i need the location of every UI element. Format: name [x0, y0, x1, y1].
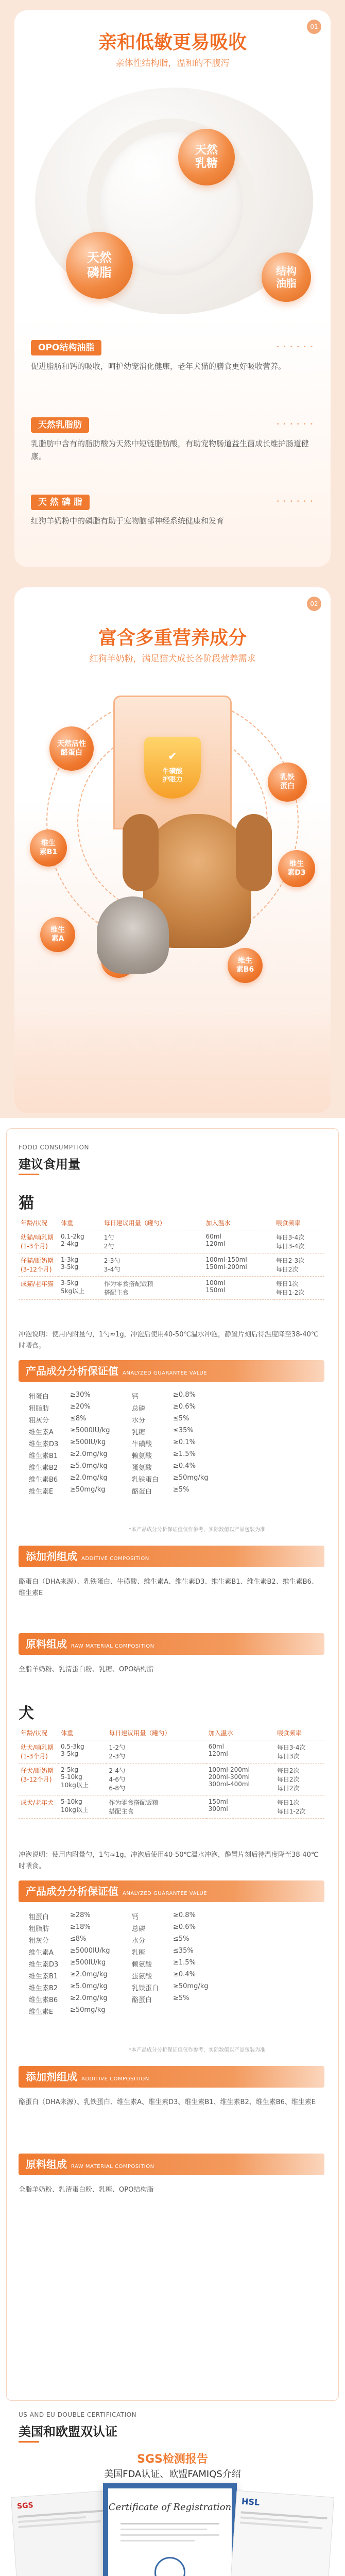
nutrient-value: ≥18% [70, 1923, 91, 1931]
nutrient-value: ≥0.8% [173, 1391, 196, 1399]
table-header-row [19, 1726, 324, 1740]
nutrient-value: ≥5000IU/kg [70, 1427, 110, 1434]
cat-raw-text: 全脂羊奶粉、乳清蛋白粉、乳糖、OPO结构脂 [19, 1666, 154, 1673]
nutrient-name: 维生素B2 [29, 1985, 58, 1992]
table-cell: 2-4勺 4-6勺 6-8勺 [107, 1764, 206, 1795]
nutrient-name: 赖氨酸 [132, 1961, 152, 1969]
cat-raw-bar [19, 1633, 324, 1655]
table-header-row [19, 1216, 324, 1230]
table-row [19, 1764, 324, 1795]
nutrient-value: ≥2.0mg/kg [70, 1994, 108, 2002]
nutrient-value: ≥5.0mg/kg [70, 1462, 108, 1470]
bubble-casein: 天然活性 酪蛋白 [49, 726, 94, 771]
cat-instruction: 冲泡说明：使用内附量勺，1勺≈1g，冲泡后使用40-50℃温水冲泡，静置片刻后待温度降至38-40℃时喂食。 [19, 1331, 319, 1350]
nutrient-name: 粗脂肪 [29, 1925, 49, 1933]
table-cell: 作为零食搭配饭粮 搭配主食 [102, 1277, 204, 1300]
consumption-en-title: FOOD CONSUMPTION [19, 1144, 89, 1151]
table-row [19, 1230, 324, 1253]
nutrient-value: ≥1.5% [173, 1450, 196, 1458]
nutrient-value: ≥5% [173, 1486, 189, 1494]
decorative-dots: • • • • • • [276, 421, 314, 427]
bar-title: 添加剂组成 [26, 1550, 77, 1563]
nutrient-name: 水分 [132, 1417, 146, 1425]
table-header: 每日建议用量（罐勺） [102, 1216, 204, 1230]
sgs-report-subtitle: 美国FDA认证、欧盟FAMIQS介绍 [104, 2469, 241, 2480]
hsl-logo: HSL [241, 2496, 260, 2507]
table-cell: 每日2-3次 每日2次 [274, 1253, 324, 1277]
feature-tag: 天然乳脂肪 [31, 417, 89, 433]
table-header: 加入温水 [206, 1726, 275, 1740]
nutrient-name: 维生素B2 [29, 1464, 58, 1472]
nutrient-value: ≥50mg/kg [70, 1486, 106, 1494]
nutrient-name: 牛磺酸 [132, 1440, 152, 1448]
absorption-subtitle: 亲体性结构脂，温和的不腹泻 [115, 58, 230, 69]
nutrient-value: ≤35% [173, 1427, 194, 1434]
table-header: 加入温水 [203, 1216, 273, 1230]
nutrient-name: 酪蛋白 [132, 1488, 152, 1496]
nutrient-name: 维生素B6 [29, 1476, 58, 1484]
badge-natural-lactose: 天然 乳糖 [178, 129, 235, 185]
table-cell: 每日1次 每日1-2次 [274, 1277, 324, 1300]
section-number-badge: 02 [307, 597, 321, 611]
table-cell: 每日1次 每日1-2次 [275, 1795, 324, 1819]
nutrient-name: 粗蛋白 [29, 1393, 49, 1401]
certificate-of-registration-image [103, 2483, 237, 2576]
nutrient-value: ≥500IU/kg [70, 1438, 106, 1446]
bubble-lactoferrin: 乳铁 蛋白 [268, 762, 307, 802]
feature-desc: 促进脂肪和钙的吸收，呵护幼宠消化健康，老年犬猫的膳食更好吸收营养。 [31, 362, 286, 371]
nutrient-value: ≤8% [70, 1935, 87, 1943]
table-cell: 每日3-4次 每日3次 [275, 1740, 324, 1764]
dog-instruction: 冲泡说明：使用内附量勺，1勺≈1g，冲泡后使用40-50℃温水冲泡，静置片刻后待温度降至38-40℃时喂食。 [19, 1851, 319, 1871]
section-easy-absorption [0, 0, 345, 577]
table-cell: 成猫/老年猫 [19, 1277, 59, 1300]
table-header: 喂食频率 [274, 1216, 324, 1230]
sgs-logo: SGS [16, 2501, 34, 2511]
shield-label: 牛磺酸 护眼力 [162, 768, 183, 784]
nutrient-value: ≤35% [173, 1947, 194, 1955]
nutrient-name: 乳糖 [132, 1429, 146, 1436]
table-cell: 幼犬/哺乳期 (1-3个月) [19, 1740, 59, 1764]
nutrient-value: ≥0.4% [173, 1971, 196, 1978]
bubble-vitamin-d3: 维生 素D3 [278, 850, 315, 887]
certification-en-title: US AND EU DOUBLE CERTIFICATION [19, 2411, 137, 2418]
nutrient-value: ≥28% [70, 1911, 91, 1919]
feature-phospholipid [31, 495, 314, 528]
nutrient-value: ≥5% [173, 1994, 189, 2002]
cat-nutrition-note: *本产品成分分析保证值仅作参考，实际数值以产品包装为准 [129, 1527, 265, 1533]
nutrient-value: ≥2.0mg/kg [70, 1450, 108, 1458]
nutrient-name: 粗灰分 [29, 1937, 49, 1945]
bar-title: 产品成分分析保证值 [26, 1885, 118, 1897]
bar-en-title: ADDITIVE COMPOSITION [81, 2076, 149, 2082]
absorption-title: 亲和低敏更易吸收 [98, 32, 247, 53]
nutrient-name: 粗蛋白 [29, 1913, 49, 1921]
kitten-image [97, 896, 169, 974]
nutrient-name: 维生素A [29, 1949, 54, 1957]
bar-en-title: RAW MATERIAL COMPOSITION [71, 2164, 154, 2170]
table-row [19, 1795, 324, 1819]
nutrient-name: 粗灰分 [29, 1417, 49, 1425]
nutrient-name: 总磷 [132, 1405, 146, 1413]
nutrient-name: 乳铁蛋白 [132, 1476, 159, 1484]
nutrient-name: 乳铁蛋白 [132, 1985, 159, 1992]
table-cell: 1-3kg 3-5kg [59, 1253, 102, 1277]
nutrient-value: ≥30% [70, 1391, 91, 1399]
nutrition-title: 富含多重营养成分 [98, 628, 247, 649]
nutrient-name: 维生素E [29, 1488, 54, 1496]
nutrient-name: 总磷 [132, 1925, 146, 1933]
bubble-vitamin-a: 维生 素A [40, 917, 75, 952]
decorative-dots: • • • • • • [276, 499, 314, 504]
table-cell: 成犬/老年犬 [19, 1795, 59, 1819]
title-underline [19, 1174, 39, 1175]
table-header: 每日建议用量（罐勺） [107, 1726, 206, 1740]
checkmark-icon: ✔ [167, 750, 178, 763]
nutrient-name: 蛋氨酸 [132, 1464, 152, 1472]
certification-title: 美国和欧盟双认证 [19, 2425, 117, 2439]
nutrient-name: 钙 [132, 1913, 139, 1921]
feature-tag: 天 然 磷 脂 [31, 495, 90, 510]
table-cell: 3-5kg 5kg以上 [59, 1277, 102, 1300]
table-cell: 60ml 120ml [203, 1230, 273, 1253]
feature-tag: OPO结构油脂 [31, 340, 101, 355]
cat-nutrition-grid [29, 1391, 245, 1496]
cat-title: 猫 [19, 1194, 34, 1212]
cat-additive-bar [19, 1546, 324, 1567]
nutrient-name: 维生素D3 [29, 1440, 59, 1448]
nutrient-value: ≥0.8% [173, 1911, 196, 1919]
cat-feeding-table [19, 1216, 324, 1300]
nutrient-name: 乳糖 [132, 1949, 146, 1957]
absorption-card [14, 10, 331, 567]
nutrient-value: ≥0.1% [173, 1438, 196, 1446]
table-cell: 每日2次 每日2次 每日2次 [275, 1764, 324, 1795]
nutrient-name: 维生素B6 [29, 1996, 58, 2004]
title-underline [19, 2441, 39, 2443]
table-cell: 2-5kg 5-10kg 10kg以上 [59, 1764, 107, 1795]
table-cell: 1勺 2勺 [102, 1230, 204, 1253]
nutrition-card [14, 587, 331, 1113]
bar-title: 产品成分分析保证值 [26, 1365, 118, 1377]
section-nutrition [0, 577, 345, 1118]
nutrient-value: ≥5.0mg/kg [70, 1982, 108, 1990]
dog-additive-bar [19, 2066, 324, 2088]
table-cell: 100ml-150ml 150ml-200ml [203, 1253, 273, 1277]
nutrient-value: ≥500IU/kg [70, 1959, 106, 1967]
nutrient-name: 水分 [132, 1937, 146, 1945]
bar-title: 原料组成 [26, 2158, 67, 2171]
nutrient-value [173, 2006, 245, 2016]
table-cell: 1-2勺 2-3勺 [107, 1740, 206, 1764]
decorative-dots: • • • • • • [276, 344, 314, 350]
cat-additive-text: 酪蛋白（DHA来源）、乳铁蛋白、牛磺酸、维生素A、维生素D3、维生素B1、维生素B2、维生素B6、维生素E [19, 1578, 318, 1598]
table-cell: 150ml 300ml [206, 1795, 275, 1819]
table-header: 喂食频率 [275, 1726, 324, 1740]
table-cell: 60ml 120ml [206, 1740, 275, 1764]
nutrient-value: ≤5% [173, 1935, 189, 1943]
nutrient-name: 蛋氨酸 [132, 1973, 152, 1980]
table-header: 体重 [59, 1216, 102, 1230]
nutrient-value: ≤8% [70, 1415, 87, 1422]
nutrient-name: 钙 [132, 1393, 139, 1401]
puppy-ear-image [123, 814, 159, 891]
dog-raw-bar [19, 2154, 324, 2175]
dog-nutrition-bar [19, 1880, 324, 1902]
dog-nutrition-note: *本产品成分分析保证值仅作参考，实际数值以产品包装为准 [129, 2047, 265, 2053]
nutrient-value: ≥50mg/kg [173, 1982, 209, 1990]
nutrient-value: ≥0.6% [173, 1403, 196, 1411]
table-row [19, 1253, 324, 1277]
fade-decoration [14, 1010, 331, 1113]
dog-additive-text: 酪蛋白（DHA来源）、乳铁蛋白、维生素A、维生素D3、维生素B1、维生素B2、维生素B6、维生素E [19, 2098, 316, 2106]
cat-nutrition-bar [19, 1360, 324, 1382]
table-row [19, 1277, 324, 1300]
feature-desc: 乳脂肪中含有的脂肪酸为天然中短链脂肪酸，有助宠物肠道益生菌成长维护肠道健康。 [31, 439, 309, 461]
table-row [19, 1740, 324, 1764]
dog-feeding-table [19, 1726, 324, 1819]
sgs-certificate-image [11, 2490, 118, 2576]
bar-title: 原料组成 [26, 1638, 67, 1650]
table-cell: 100ml-200ml 200ml-300ml 300ml-400ml [206, 1764, 275, 1795]
badge-natural-phospholipid: 天然 磷脂 [66, 232, 133, 299]
nutrient-name: 维生素B1 [29, 1452, 58, 1460]
nutrient-name [132, 2006, 173, 2016]
nutrient-value: ≥0.4% [173, 1462, 196, 1470]
feature-opo [31, 340, 314, 373]
table-header: 体重 [59, 1726, 107, 1740]
dog-raw-text: 全脂羊奶粉、乳清蛋白粉、乳糖、OPO结构脂 [19, 2186, 154, 2194]
nutrient-value: ≥50mg/kg [173, 1474, 209, 1482]
nutrient-name: 维生素B1 [29, 1973, 58, 1980]
nutrient-name: 维生素E [29, 2008, 54, 2016]
certificate-seal-icon [154, 2557, 185, 2576]
sgs-report-title: SGS检测报告 [137, 2453, 208, 2466]
table-cell: 2-3勺 3-4勺 [102, 1253, 204, 1277]
table-header: 年龄/状况 [19, 1216, 59, 1230]
bubble-vitamin-b1: 维生 素B1 [30, 829, 67, 867]
nutrient-name: 维生素D3 [29, 1961, 59, 1969]
nutrient-value: ≥50mg/kg [70, 2006, 106, 2014]
table-cell: 100ml 150ml [203, 1277, 273, 1300]
bar-en-title: ANALYZED GUARANTEE VALUE [123, 1370, 208, 1376]
table-cell: 5-10kg 10kg以上 [59, 1795, 107, 1819]
puppy-ear-image [236, 814, 272, 891]
table-cell: 每日3-4次 每日3-4次 [274, 1230, 324, 1253]
section-certification [0, 2406, 345, 2576]
table-cell: 作为零食搭配饭粮 搭配主食 [107, 1795, 206, 1819]
bar-title: 添加剂组成 [26, 2071, 77, 2083]
nutrient-name: 维生素A [29, 1429, 54, 1436]
bar-en-title: RAW MATERIAL COMPOSITION [71, 1643, 154, 1649]
table-header: 年龄/状况 [19, 1726, 59, 1740]
table-cell: 幼猫/哺乳期 (1-3个月) [19, 1230, 59, 1253]
nutrient-value: ≥2.0mg/kg [70, 1474, 108, 1482]
table-cell: 0.1-2kg 2-4kg [59, 1230, 102, 1253]
bar-en-title: ADDITIVE COMPOSITION [81, 1556, 149, 1562]
nutrient-name: 赖氨酸 [132, 1452, 152, 1460]
nutrient-value: ≥5000IU/kg [70, 1947, 110, 1955]
certificate-title: Certificate of Registration [108, 2502, 232, 2513]
nutrition-subtitle: 红狗羊奶粉，满足猫犬成长各阶段营养需求 [89, 654, 256, 664]
table-cell: 仔猫/断奶期 (3-12个月) [19, 1253, 59, 1277]
nutrient-value: ≥1.5% [173, 1959, 196, 1967]
nutrient-name: 酪蛋白 [132, 1996, 152, 2004]
hsl-certificate-image [227, 2490, 334, 2576]
dog-title: 犬 [19, 1704, 34, 1722]
feature-desc: 红狗羊奶粉中的磷脂有助于宠物脑部神经系统健康和发育 [31, 516, 225, 526]
nutrient-name: 粗脂肪 [29, 1405, 49, 1413]
table-cell: 0.5-3kg 3-5kg [59, 1740, 107, 1764]
table-cell: 仔犬/断奶期 (3-12个月) [19, 1764, 59, 1795]
nutrient-value: ≥20% [70, 1403, 91, 1411]
badge-structured-oil: 结构 油脂 [262, 252, 311, 302]
dog-nutrition-grid [29, 1911, 245, 2016]
nutrient-value: ≥2.0mg/kg [70, 1971, 108, 1978]
section-food-consumption [0, 1118, 345, 2406]
bubble-vitamin-b6: 维生 素B6 [228, 948, 263, 983]
feature-milk-fat [31, 417, 314, 463]
nutrient-value: ≤5% [173, 1415, 189, 1422]
nutrient-value: ≥0.6% [173, 1923, 196, 1931]
section-number-badge: 01 [307, 20, 321, 34]
consumption-title: 建议食用量 [19, 1157, 80, 1172]
bar-en-title: ANALYZED GUARANTEE VALUE [123, 1891, 208, 1896]
